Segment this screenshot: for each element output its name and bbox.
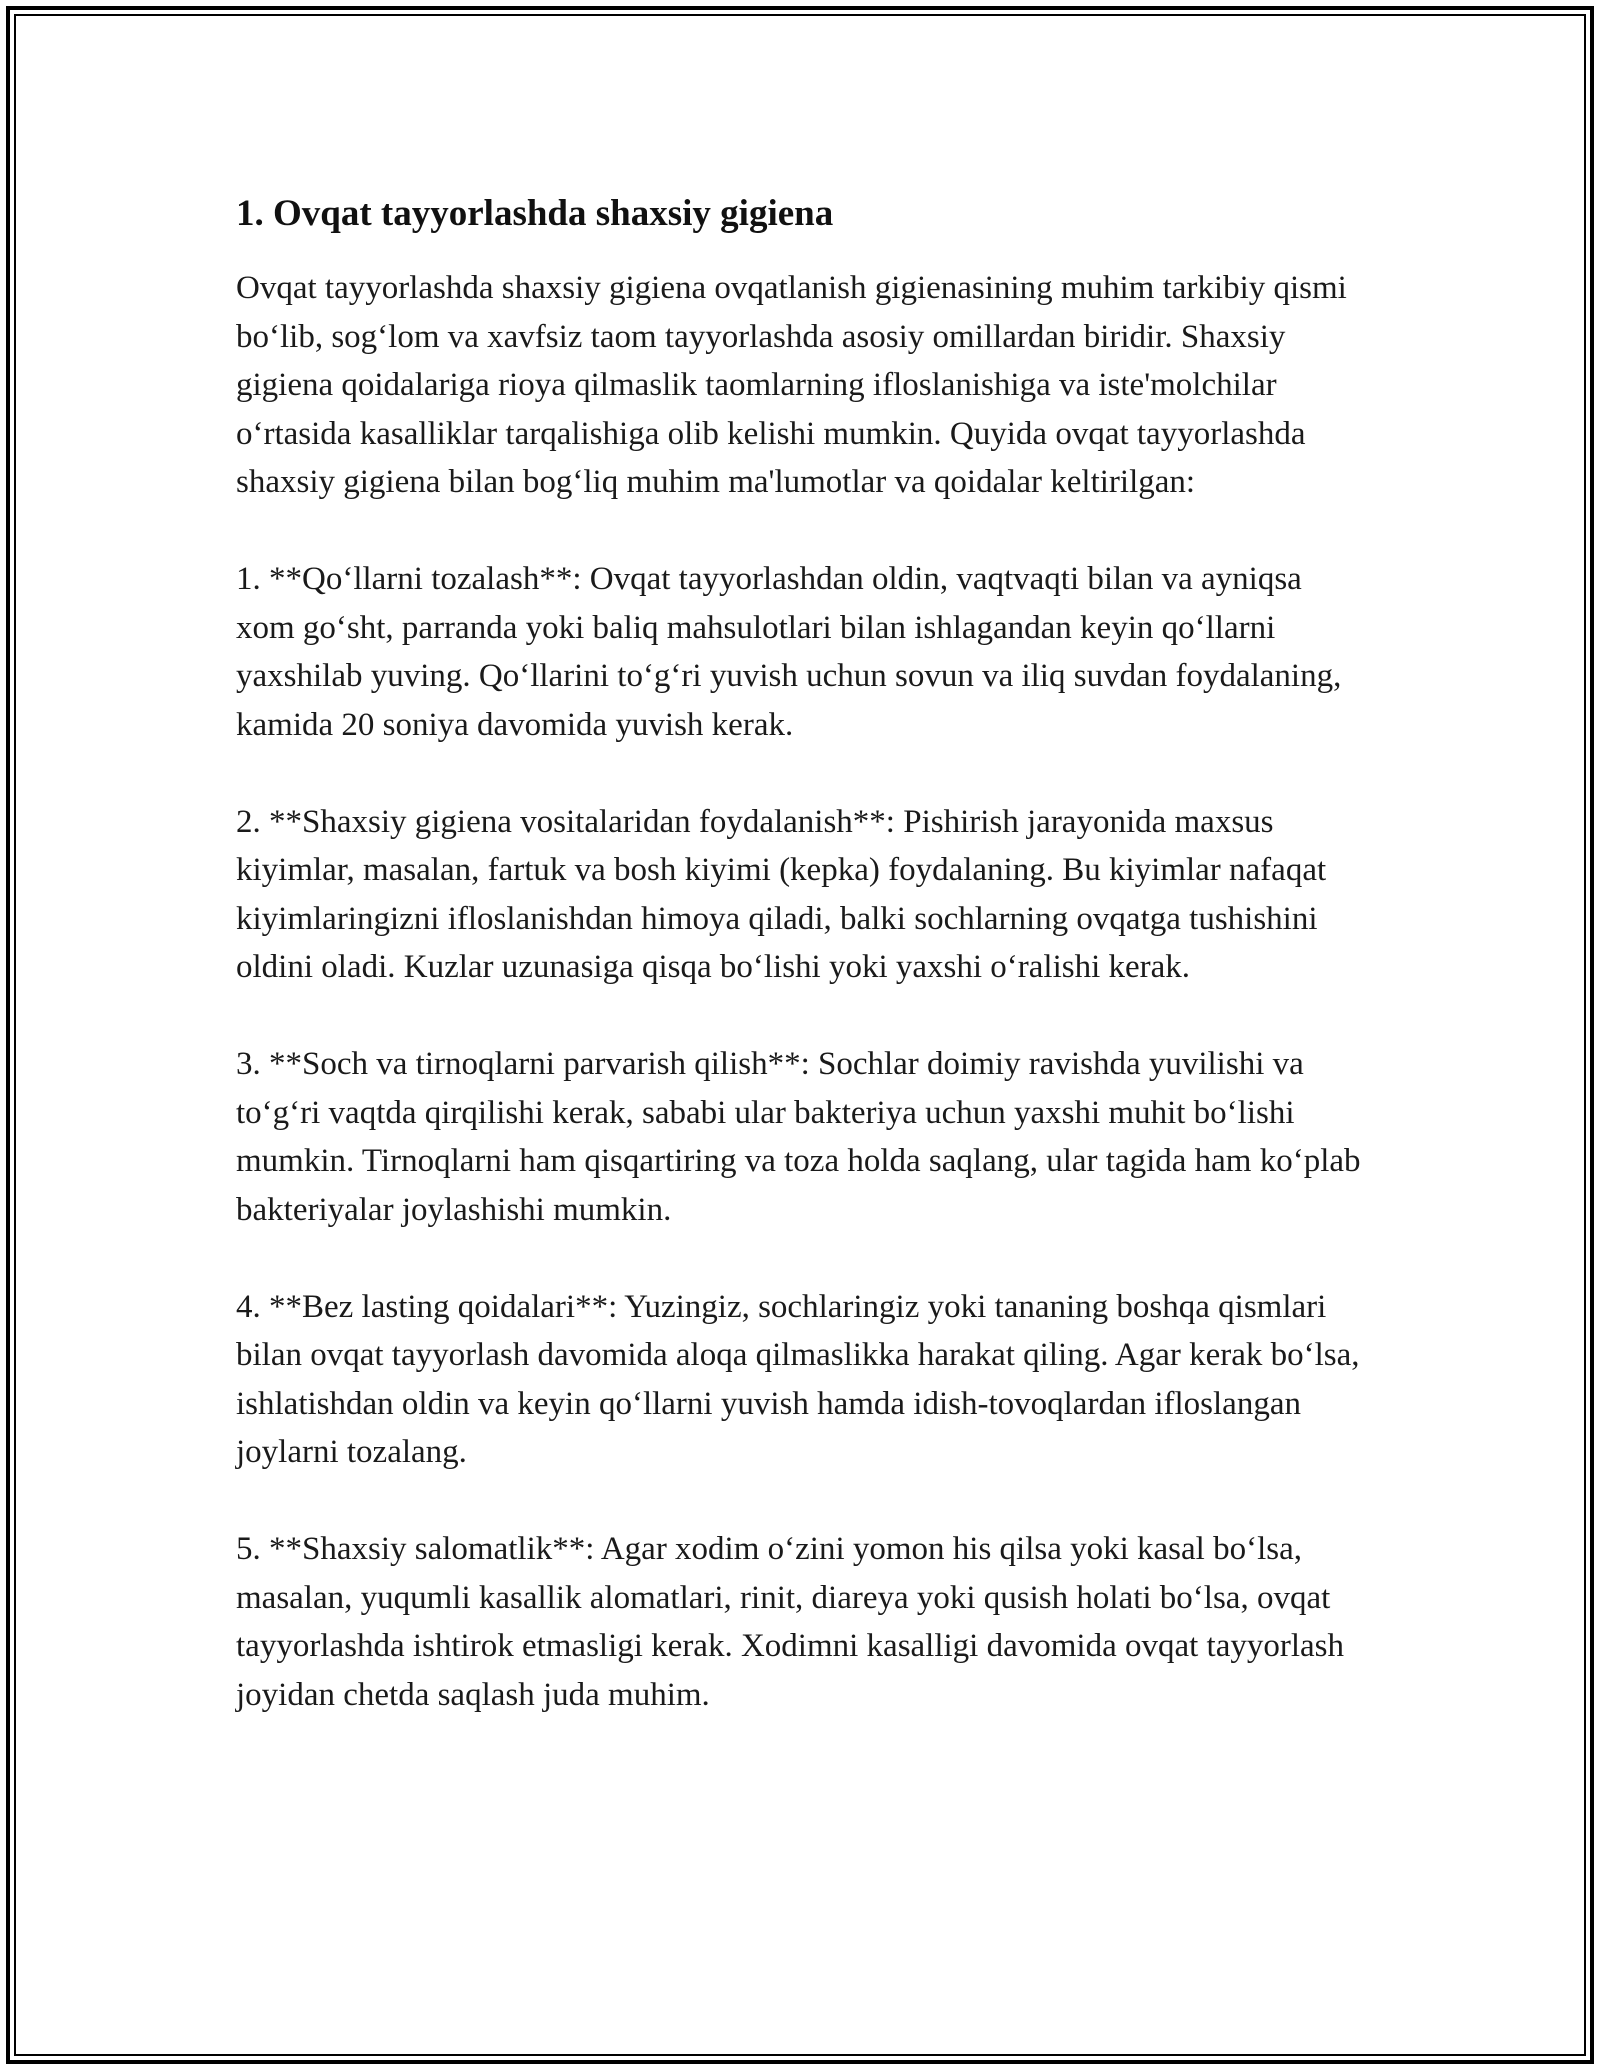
rule-paragraph-2: 2. **Shaxsiy gigiena vositalaridan foydalanish**: Pishirish jarayonida maxsus kiyimlar, masalan, fartuk va bosh kiyimi (kepka) foydalaning. Bu kiyimlar nafaqat kiyimlaringizni ifloslanishdan himoya qiladi, balki sochlarning ovqatga tushishini oldini oladi. Kuzlar uzunasiga qisqa bo‘lishi yoki yaxshi o‘ralishi kerak. bbox=[236, 803, 1327, 985]
intro-paragraph: Ovqat tayyorlashda shaxsiy gigiena ovqatlanish gigienasining muhim tarkibiy qismi bo‘lib, sog‘lom va xavfsiz taom tayyorlashda asosiy omillardan biridir. Shaxsiy gigiena qoidalariga rioya qilmaslik taomlarning ifloslanishiga va iste'molchilar o‘rtasida kasalliklar tarqalishiga olib kelishi mumkin. Quyida ovqat tayyorlashda shaxsiy gigiena bilan bog‘liq muhim ma'lumotlar va qoidalar keltirilgan: bbox=[236, 270, 1347, 500]
rule-paragraph-1: 1. **Qo‘llarni tozalash**: Ovqat tayyorlashdan oldin, vaqtvaqti bilan va ayniqsa xom go‘sht, parranda yoki baliq mahsulotlari bilan ishlagandan keyin qo‘llarni yaxshilab yuving. Qo‘llarini to‘g‘ri yuvish uchun sovun va iliq suvdan foydalaning, kamida 20 soniya davomida yuvish kerak. bbox=[236, 561, 1342, 743]
document-title: 1. Ovqat tayyorlashda shaxsiy gigiena bbox=[236, 193, 834, 234]
document-body bbox=[236, 186, 1366, 1768]
rule-paragraph-3: 3. **Soch va tirnoqlarni parvarish qilish**: Sochlar doimiy ravishda yuvilishi va to‘g‘ri vaqtda qirqilishi kerak, sababi ular bakteriya uchun yaxshi muhit bo‘lishi mumkin. Tirnoqlarni ham qisqartiring va toza holda saqlang, ular tagida ham ko‘plab bakteriyalar joylashishi mumkin. bbox=[236, 1046, 1361, 1228]
rule-paragraph-4: 4. **Bez lasting qoidalari**: Yuzingiz, sochlaringiz yoki tananing boshqa qismlari bilan ovqat tayyorlash davomida aloqa qilmaslikka harakat qiling. Agar kerak bo‘lsa, ishlatishdan oldin va keyin qo‘llarni yuvish hamda idish-tovoqlardan ifloslangan joylarni tozalang. bbox=[236, 1288, 1360, 1470]
rule-paragraph-5: 5. **Shaxsiy salomatlik**: Agar xodim o‘zini yomon his qilsa yoki kasal bo‘lsa, masalan, yuqumli kasallik alomatlari, rinit, diareya yoki qusish holati bo‘lsa, ovqat tayyorlashda ishtirok etmasligi kerak. Xodimni kasalligi davomida ovqat tayyorlash joyidan chetda saqlash juda muhim. bbox=[236, 1531, 1345, 1713]
